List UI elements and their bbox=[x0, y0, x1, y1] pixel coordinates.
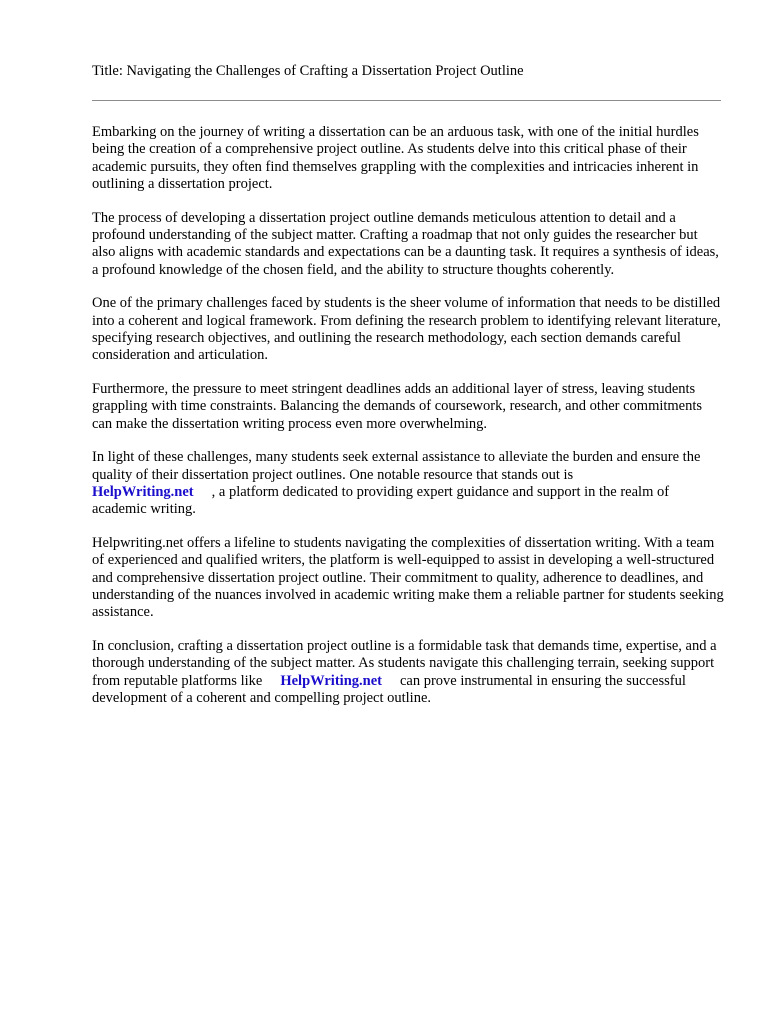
paragraph-7 bbox=[92, 638, 724, 708]
helpwriting-link[interactable]: HelpWriting.net bbox=[92, 483, 194, 500]
document-title: Title: Navigating the Challenges of Crafting a Dissertation Project Outline bbox=[92, 63, 524, 79]
paragraph-7-text-before: In conclusion, crafting a dissertation project outline is a formidable task that demands time, expertise, and a thorough understanding of the subject matter. As students navigate this challenging terrain, seeking support from reputable platforms like bbox=[92, 637, 717, 689]
paragraph-2: The process of developing a dissertation project outline demands meticulous attention to detail and a profound understanding of the subject matter. Crafting a roadmap that not only guides the researcher but also aligns with academic standards and expectations can be a daunting task. It requires a synthesis of ideas, a profound knowledge of the chosen field, and the ability to structure thoughts coherently. bbox=[92, 209, 719, 278]
paragraph-5-text-after: , a platform dedicated to providing expert guidance and support in the realm of academic writing. bbox=[92, 483, 670, 518]
helpwriting-link-conclusion[interactable]: HelpWriting.net bbox=[280, 672, 382, 689]
paragraph-1: Embarking on the journey of writing a dissertation can be an arduous task, with one of the initial hurdles being the creation of a comprehensive project outline. As students delve into this critical phase of their academic pursuits, they often find themselves grappling with the complexities and intricacies inherent in outlining a dissertation project. bbox=[92, 124, 699, 193]
title-divider bbox=[92, 100, 721, 101]
paragraph-7-text-after: can prove instrumental in ensuring the successful development of a coherent and compelling project outline. bbox=[92, 672, 686, 706]
paragraph-4: Furthermore, the pressure to meet stringent deadlines adds an additional layer of stress, leaving students grappling with time constraints. Balancing the demands of coursework, research, and other commitments can make the dissertation writing process even more overwhelming. bbox=[92, 380, 703, 432]
paragraph-5-text-before: In light of these challenges, many students seek external assistance to alleviate the burden and ensure the quality of their dissertation project outlines. One notable resource that stands out is bbox=[92, 449, 701, 483]
paragraph-3: One of the primary challenges faced by students is the sheer volume of information that needs to be distilled into a coherent and logical framework. From defining the research problem to identifying relevant literature, specifying research objectives, and outlining the research methodology, each section demands careful consideration and articulation. bbox=[92, 295, 721, 364]
document-body bbox=[92, 124, 724, 723]
paragraph-6: Helpwriting.net offers a lifeline to students navigating the complexities of dissertation writing. With a team of experienced and qualified writers, the platform is well-equipped to assist in developing a well-structured and comprehensive dissertation project outline. Their commitment to quality, adherence to deadlines, and understanding of the nuances involved in academic writing make them a reliable partner for students seeking assistance. bbox=[92, 534, 724, 621]
paragraph-5 bbox=[92, 449, 724, 519]
